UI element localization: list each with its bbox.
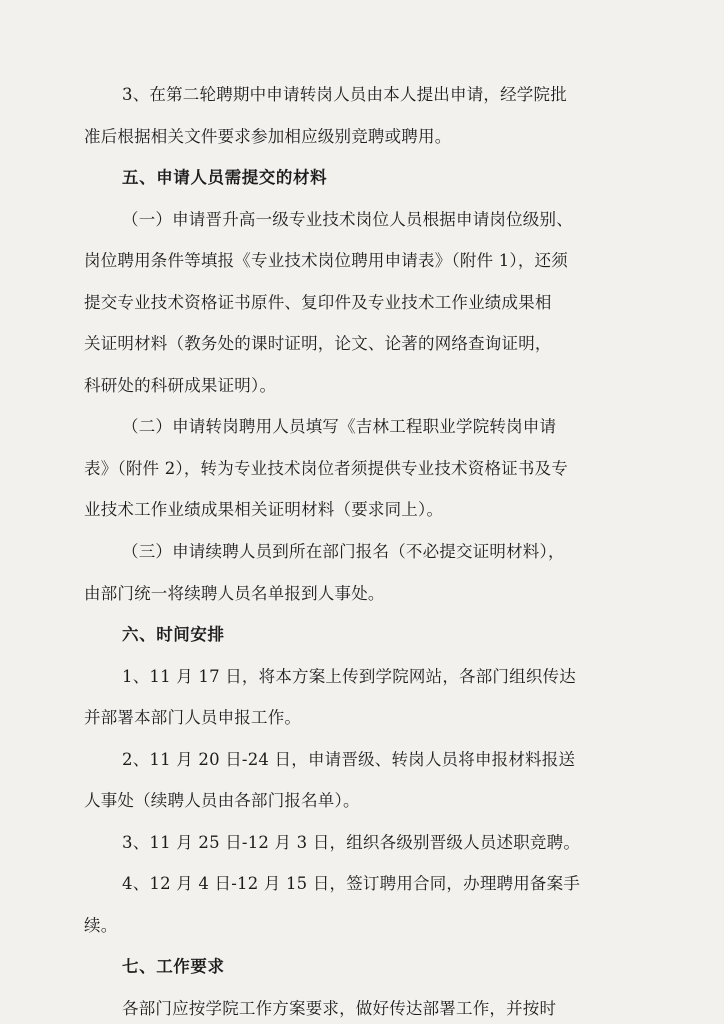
text-line: 2、11 月 20 日-24 日，申请晋级、转岗人员将申报材料报送 [122,750,576,769]
text-line: 4、12 月 4 日-12 月 15 日，签订聘用合同，办理聘用备案手 [122,874,581,893]
section-heading: 七、工作要求 [122,957,225,976]
text-line: 续。 [84,916,118,935]
text-line: 业技术工作业绩成果相关证明材料（要求同上）。 [84,500,444,519]
text-line: 3、在第二轮聘期中申请转岗人员由本人提出申请，经学院批 [122,85,567,104]
text-line: （二）申请转岗聘用人员填写《吉林工程职业学院转岗申请 [122,417,557,436]
text-line: （一）申请晋升高一级专业技术岗位人员根据申请岗位级别、 [122,210,573,229]
text-line: 准后根据相关文件要求参加相应级别竞聘或聘用。 [84,127,452,146]
text-line: 人事处（续聘人员由各部门报名单）。 [84,791,360,810]
text-line: 表》（附件 2），转为专业技术岗位者须提供专业技术资格证书及专 [84,459,568,478]
section-heading: 六、时间安排 [122,625,225,644]
text-line: （三）申请续聘人员到所在部门报名（不必提交证明材料）， [122,542,565,561]
text-line: 由部门统一将续聘人员名单报到人事处。 [84,584,385,603]
section-heading: 五、申请人员需提交的材料 [122,168,328,187]
text-line: 岗位聘用条件等填报《专业技术岗位聘用申请表》（附件 1），还须 [84,251,568,270]
text-line: 提交专业技术资格证书原件、复印件及专业技术工作业绩成果相 [84,293,552,312]
text-line: 3、11 月 25 日-12 月 3 日，组织各级别晋级人员述职竞聘。 [122,833,581,852]
text-line: 各部门应按学院工作方案要求，做好传达部署工作，并按时 [122,999,557,1018]
text-line: 并部署本部门人员申报工作。 [84,708,302,727]
text-line: 1、11 月 17 日，将本方案上传到学院网站，各部门组织传达 [122,667,576,686]
text-line: 科研处的科研成果证明）。 [84,376,277,395]
text-line: 关证明材料（教务处的课时证明，论文、论著的网络查询证明， [84,334,552,353]
